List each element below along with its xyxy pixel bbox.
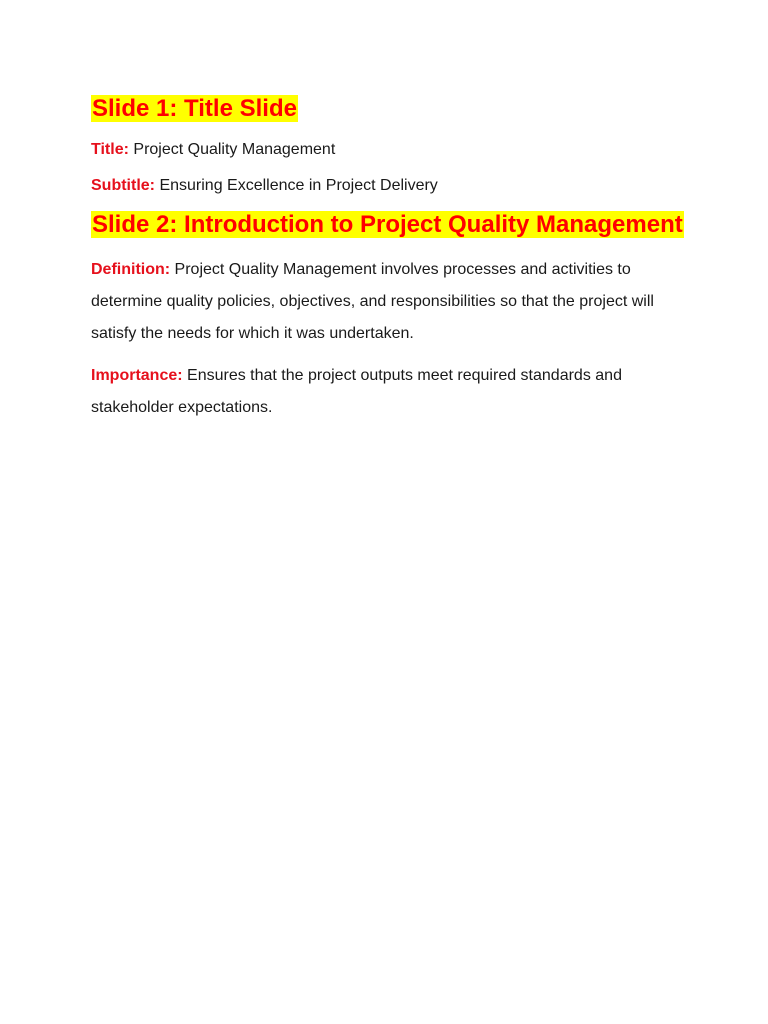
- document-content: [91, 92, 691, 424]
- slide-2-heading-text: Slide 2: Introduction to Project Quality Management: [92, 211, 683, 238]
- slide-2-heading: [91, 208, 691, 242]
- subtitle-label: Subtitle:: [91, 177, 155, 194]
- slide-1-title-line: [91, 134, 691, 166]
- subtitle-value: Ensuring Excellence in Project Delivery: [159, 177, 438, 194]
- slide-1-heading: [91, 92, 691, 126]
- definition-text: Project Quality Management involves processes and activities to determine quality policies, objectives, and responsibilities so that the project will satisfy the needs for which it was undertaken.: [91, 261, 654, 342]
- slide-1-subtitle-line: [91, 170, 691, 202]
- title-label: Title:: [91, 141, 129, 158]
- importance-label: Importance:: [91, 367, 183, 384]
- slide-1-heading-text: Slide 1: Title Slide: [92, 95, 297, 122]
- definition-label: Definition:: [91, 261, 171, 278]
- title-value: Project Quality Management: [133, 141, 336, 158]
- importance-text: Ensures that the project outputs meet required standards and stakeholder expectations.: [91, 367, 622, 416]
- slide-2-definition-paragraph: [91, 254, 691, 350]
- slide-2-importance-paragraph: [91, 360, 691, 424]
